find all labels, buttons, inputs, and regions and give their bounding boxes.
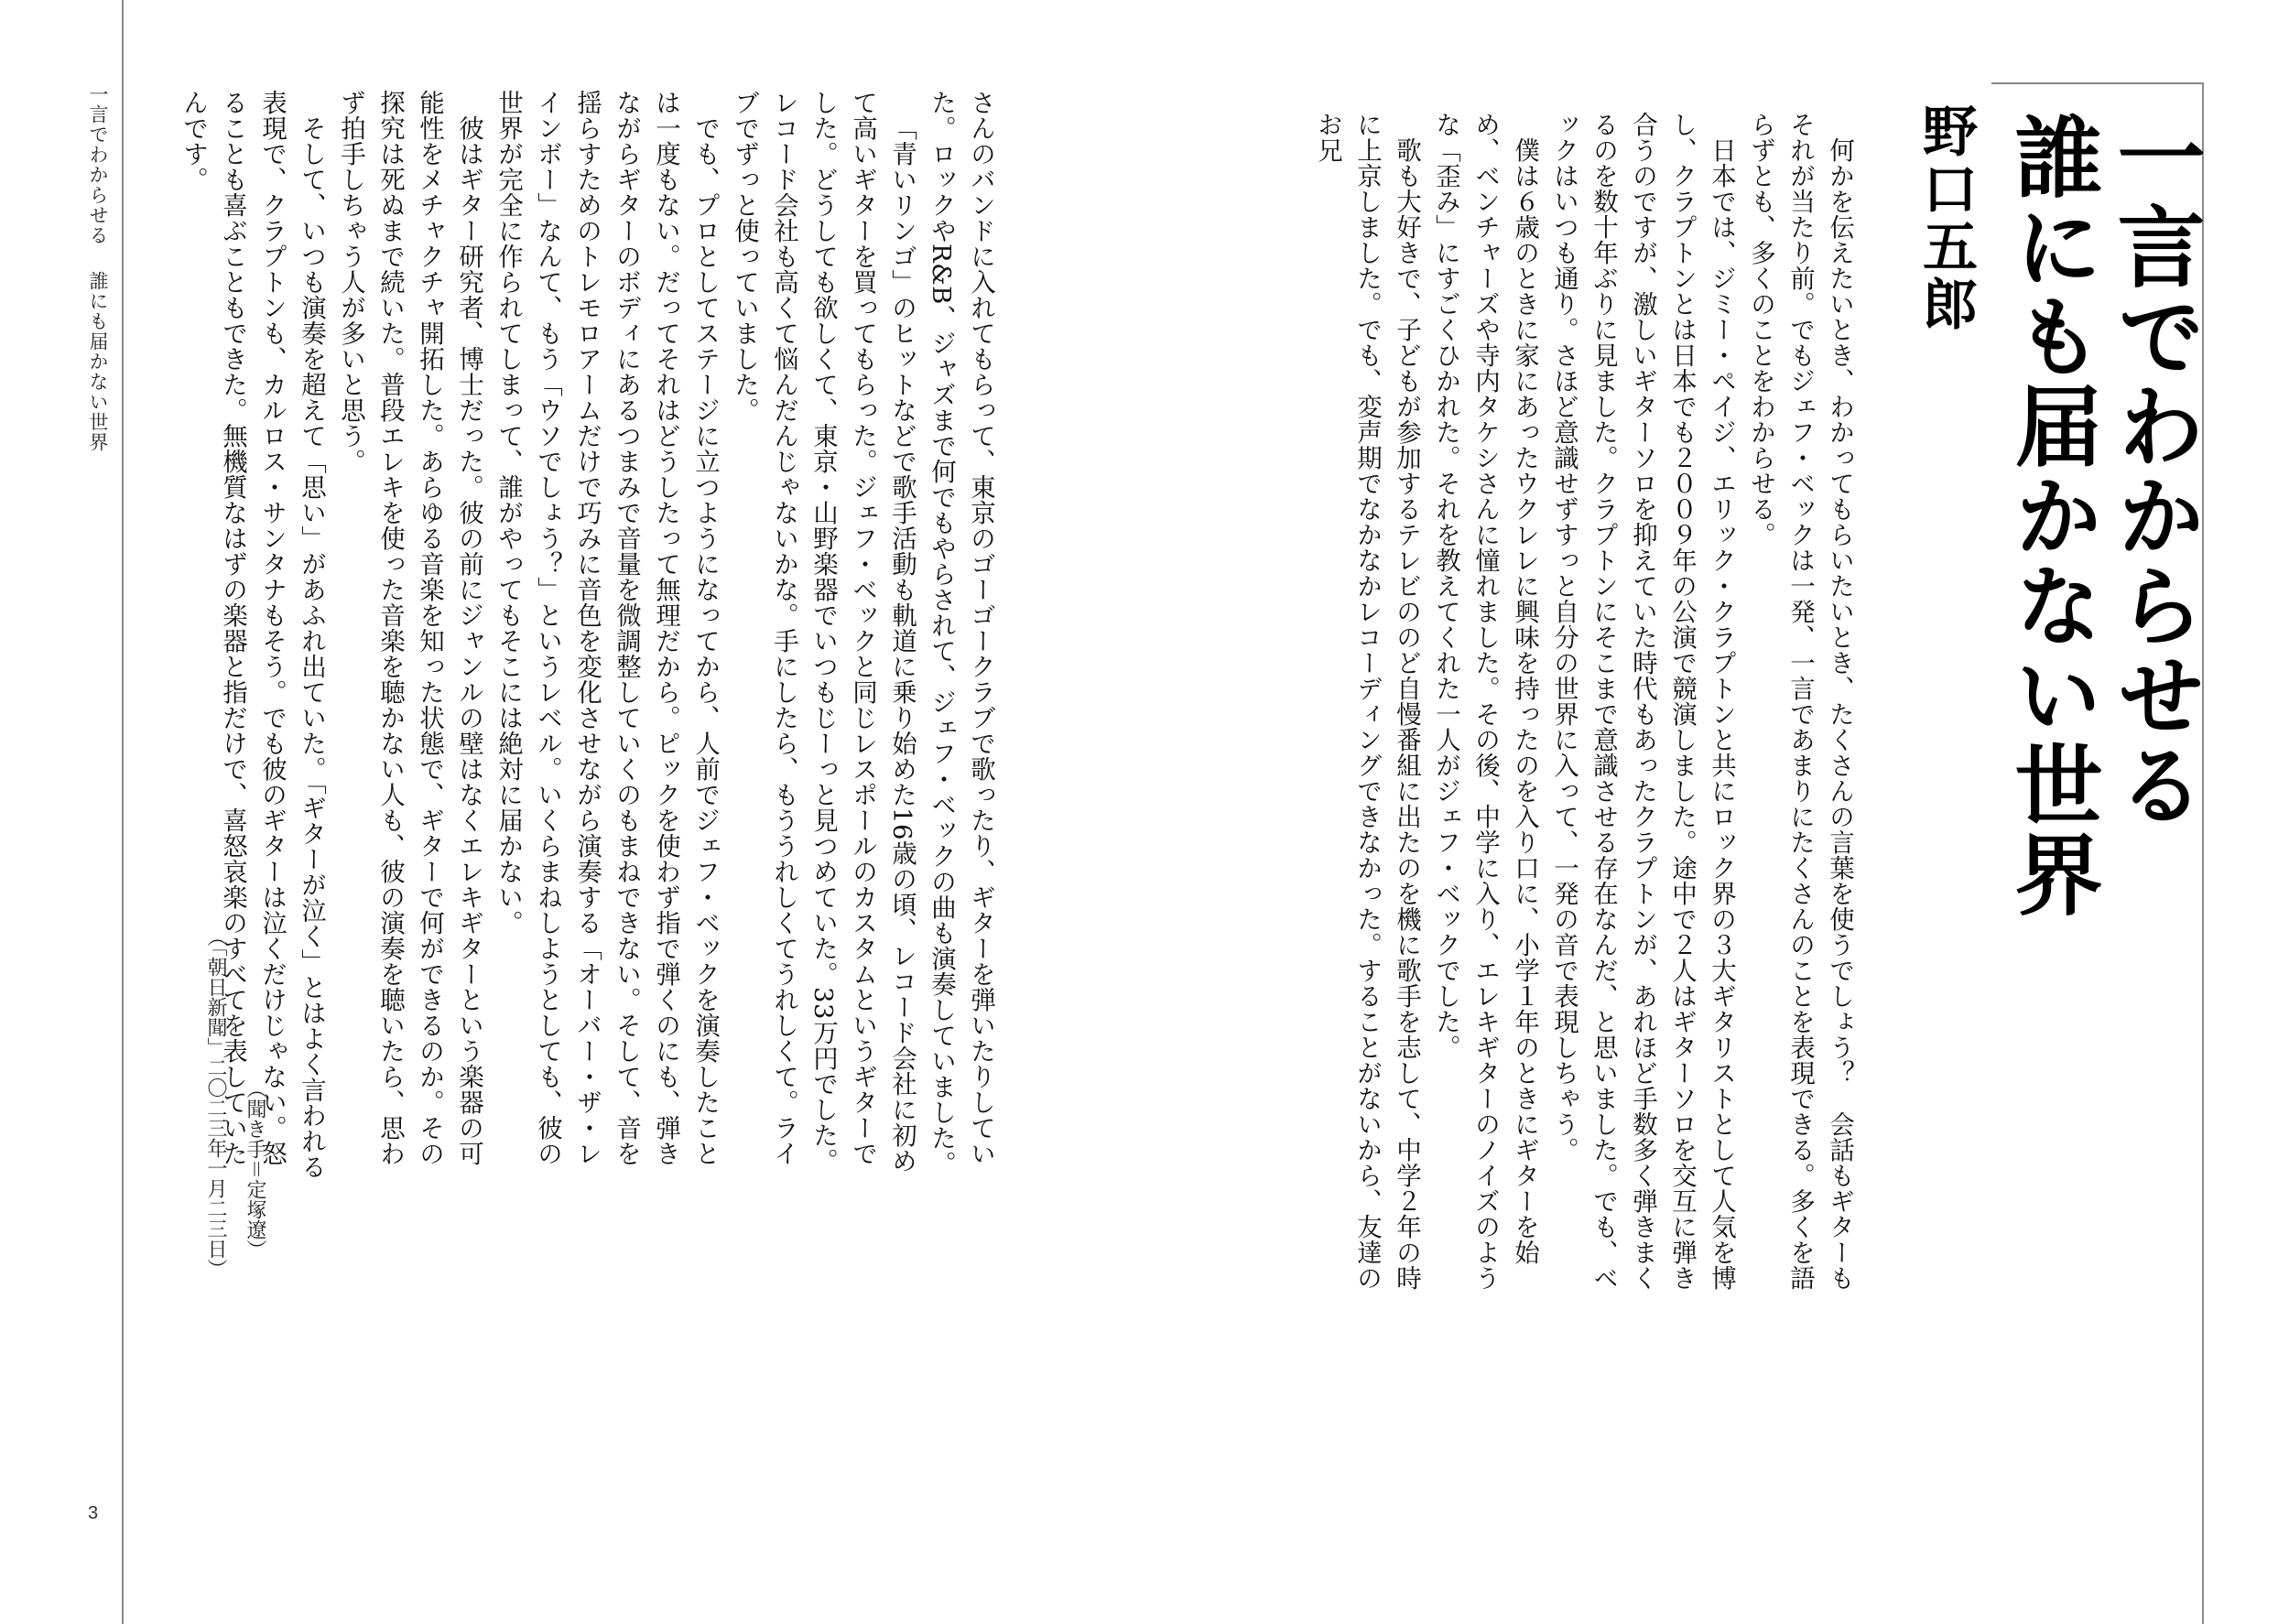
article-title xyxy=(2001,112,2206,919)
paragraph: 「青いリンゴ」のヒットなどで歌手活動も軌道に乗り始めた16歳の頃、レコード会社に初めて高いギターを買ってもらった。ジェフ・ベックと同じレスポールのカスタムというギターでした。どうしても欲しくて、東京・山野楽器でいつもじーっと見つめていた。33万円でした。レコード会社も高くて悩んだんじゃないかな。手にしたら、もううれしくてうれしくて。ライブでずっと使っていました。 xyxy=(730,90,917,1174)
running-head-part2: 誰にも届かない世界 xyxy=(87,271,109,452)
page-number: 3 xyxy=(88,1503,99,1523)
title-line-1: 一言でわからせる xyxy=(2103,112,2206,829)
interviewer-credit: （聞き手＝定塚遼） xyxy=(244,1078,266,1261)
paragraph: 歌も大好きで、子どもが参加するテレビののど自慢番組に出たのを機に歌手を志して、中学２年の時に上京しました。でも、変声期でなかなかレコーディングできなかった。することがないから、友達のお兄 xyxy=(1313,112,1421,1291)
running-head-part1: 一言でわからせる xyxy=(87,84,109,245)
source-credit: （「朝日新聞」二〇二三年一月二三日） xyxy=(204,926,227,1279)
paragraph: 日本では、ジミー・ペイジ、エリック・クラプトンと共にロック界の３大ギタリストとして人気を博し、クラプトンとは日本でも２００９年の公演で競演しました。途中で２人はギターソロを交互に弾き合うのですが、激しいギターソロを抑えていた時代もあったクラプトンが、あれほど手数多く弾きまくるのを数十年ぶりに見ました。クラプトンにそこまで意識させる存在なんだ、と思いました。でも、ベックはいつも通り。さほど意識せずすっと自分の世界に入って、一発の音で表現しちゃう。 xyxy=(1549,112,1736,1291)
author-name: 野口五郎 xyxy=(1914,103,1978,333)
body-text-right xyxy=(1309,112,1859,1293)
paragraph: でも、プロとしてステージに立つようになってから、人前でジェフ・ベックを演奏したことは一度もない。だってそれはどうしたって無理だから。ピックを使わず指で弾くのにも、弾きながらギターのボディにあるつまみで音量を微調整していくのもまねできない。そして、音を揺らすためのトレモロアームだけで巧みに音色を変化させながら演奏する「オーバー・ザ・レインボー」なんて、もう「ウソでしょう？」というレベル。いくらまねしようとしても、彼の世界が完全に作られてしまって、誰がやってもそこには絶対に届かない。 xyxy=(494,90,720,1166)
title-rule xyxy=(1991,82,2202,84)
title-line-2: 誰にも届かない世界 xyxy=(2001,112,2103,919)
paragraph: 彼はギター研究者、博士だった。彼の前にジャンルの壁はなくエレキギターという楽器の可能性をメチャクチャ開拓した。あらゆる音楽を知った状態で、ギターで何ができるのか。その探究は死ぬまで続いた。普段エレキを使った音楽を聴かない人も、彼の演奏を聴いたら、思わず拍手しちゃう人が多いと思う。 xyxy=(336,90,483,1166)
paragraph: そして、いつも演奏を超えて「思い」があふれ出ていた。「ギターが泣く」とはよく言われる表現で、クラプトンも、カルロス・サンタナもそう。でも彼のギターは泣くだけじゃない。怒ることも喜ぶこともできた。無機質なはずの楽器と指だけで、喜怒哀楽のすべてを表していたんです。 xyxy=(179,90,326,1179)
running-head xyxy=(84,84,112,452)
paragraph: さんのバンドに入れてもらって、東京のゴーゴークラブで歌ったり、ギターを弾いたりしていた。ロックやR&B、ジャズまで何でもやらされて、ジェフ・ベックの曲も演奏していました。 xyxy=(927,90,995,1176)
left-margin-rule xyxy=(122,0,124,1624)
paragraph: 僕は６歳のときに家にあったウクレレに興味を持ったのを入り口に、小学１年のときにギターを始め、ベンチャーズや寺内タケシさんに憧れました。その後、中学に入り、エレキギターのノイズのような「歪み」にすごくひかれた。それを教えてくれた一人がジェフ・ベックでした。 xyxy=(1431,112,1539,1291)
paragraph: 何かを伝えたいとき、わかってもらいたいとき、たくさんの言葉を使うでしょう？ 会話もギターもそれが当たり前。でもジェフ・ベックは一発、一言であまりにたくさんのことを表現できる。多くを語らずとも、多くのことをわからせる。 xyxy=(1746,112,1854,1291)
